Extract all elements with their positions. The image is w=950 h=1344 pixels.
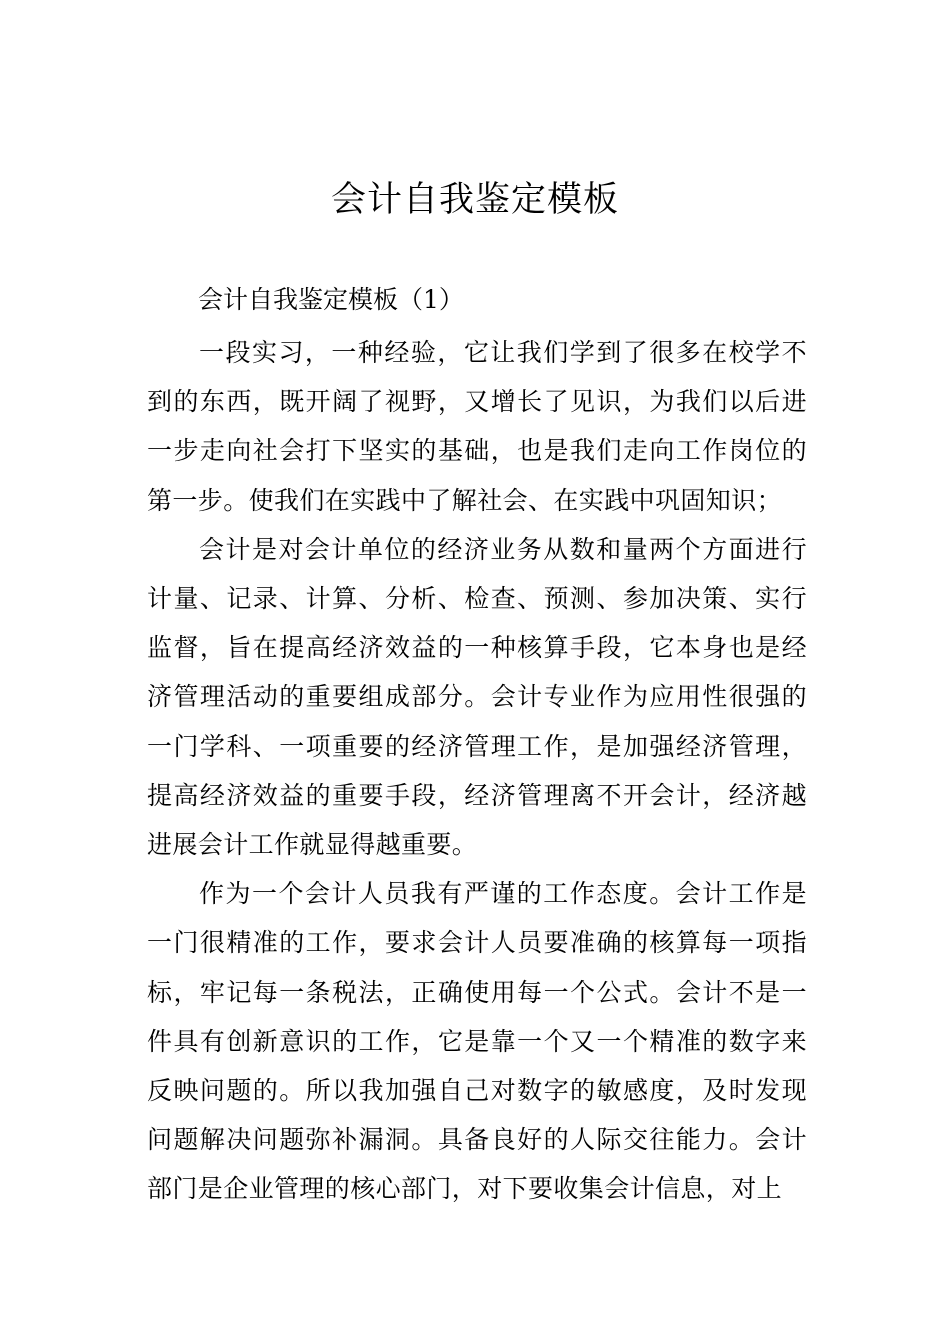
- document-title: 会计自我鉴定模板: [330, 180, 619, 220]
- document-body: [147, 328, 807, 1214]
- paragraph-work-attitude: 作为一个会计人员我有严谨的工作态度。会计工作是一门很精准的工作，要求会计人员要准确的核算每一项指标，牢记每一条税法，正确使用每一个公式。会计不是一件具有创新意识的工作，它是靠一个又一个精准的数字来反映问题的。所以我加强自己对数字的敏感度，及时发现问题解决问题弥补漏洞。具备良好的人际交往能力。会计部门是企业管理的核心部门，对下要收集会计信息，对上: [147, 879, 807, 1204]
- section-heading: 会计自我鉴定模板（1）: [198, 285, 464, 314]
- paragraph-internship: 一段实习，一种经验，它让我们学到了很多在校学不到的东西，既开阔了视野，又增长了见识，为我们以后进一步走向社会打下坚实的基础，也是我们走向工作岗位的第一步。使我们在实践中了解社会、在实践中巩固知识；: [147, 338, 807, 515]
- paragraph-accounting-definition: 会计是对会计单位的经济业务从数和量两个方面进行计量、记录、计算、分析、检查、预测、参加决策、实行监督，旨在提高经济效益的一种核算手段，它本身也是经济管理活动的重要组成部分。会计专业作为应用性很强的一门学科、一项重要的经济管理工作，是加强经济管理，提高经济效益的重要手段，经济管理离不开会计，经济越进展会计工作就显得越重要。: [147, 534, 807, 860]
